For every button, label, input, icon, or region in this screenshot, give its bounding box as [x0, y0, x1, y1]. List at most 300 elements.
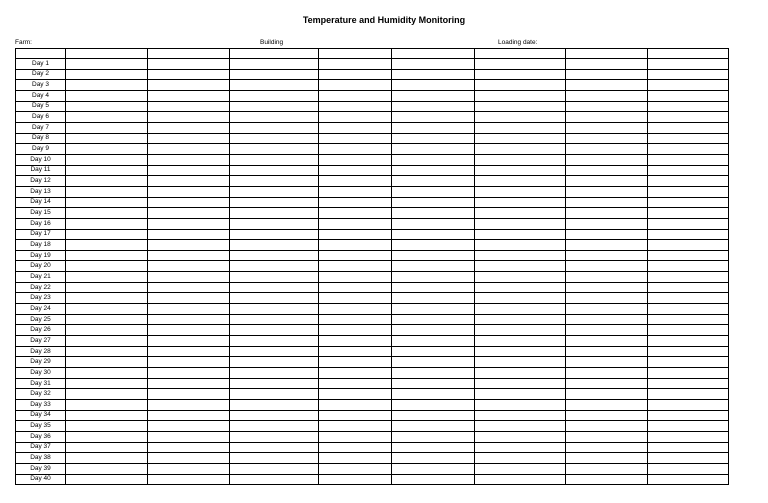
data-cell[interactable]	[566, 133, 648, 144]
data-cell[interactable]	[230, 378, 319, 389]
data-cell[interactable]	[648, 250, 729, 261]
data-cell[interactable]	[230, 250, 319, 261]
data-cell[interactable]	[66, 442, 148, 453]
data-cell[interactable]	[148, 261, 230, 272]
data-cell[interactable]	[648, 240, 729, 251]
data-cell[interactable]	[648, 208, 729, 219]
data-cell[interactable]	[319, 431, 392, 442]
data-cell[interactable]	[566, 176, 648, 187]
data-cell[interactable]	[66, 357, 148, 368]
data-cell[interactable]	[319, 59, 392, 70]
data-cell[interactable]	[66, 229, 148, 240]
data-cell[interactable]	[66, 176, 148, 187]
data-cell[interactable]	[319, 378, 392, 389]
data-cell[interactable]	[230, 410, 319, 421]
data-cell[interactable]	[392, 101, 475, 112]
data-cell[interactable]	[566, 165, 648, 176]
data-cell[interactable]	[66, 240, 148, 251]
data-cell[interactable]	[392, 112, 475, 123]
data-cell[interactable]	[66, 197, 148, 208]
data-cell[interactable]	[475, 389, 566, 400]
data-cell[interactable]	[230, 442, 319, 453]
data-cell[interactable]	[148, 368, 230, 379]
data-cell[interactable]	[230, 197, 319, 208]
data-cell[interactable]	[392, 453, 475, 464]
data-cell[interactable]	[148, 400, 230, 411]
data-cell[interactable]	[66, 144, 148, 155]
data-cell[interactable]	[66, 421, 148, 432]
data-cell[interactable]	[392, 122, 475, 133]
data-cell[interactable]	[648, 154, 729, 165]
data-cell[interactable]	[566, 293, 648, 304]
data-cell[interactable]	[566, 90, 648, 101]
data-cell[interactable]	[392, 282, 475, 293]
data-cell[interactable]	[230, 463, 319, 474]
data-cell[interactable]	[392, 80, 475, 91]
data-cell[interactable]	[230, 431, 319, 442]
data-cell[interactable]	[66, 69, 148, 80]
data-cell[interactable]	[475, 314, 566, 325]
data-cell[interactable]	[319, 346, 392, 357]
data-cell[interactable]	[475, 90, 566, 101]
data-cell[interactable]	[230, 154, 319, 165]
data-cell[interactable]	[566, 378, 648, 389]
data-cell[interactable]	[66, 154, 148, 165]
data-cell[interactable]	[148, 431, 230, 442]
data-cell[interactable]	[319, 176, 392, 187]
data-cell[interactable]	[66, 463, 148, 474]
data-cell[interactable]	[230, 304, 319, 315]
data-cell[interactable]	[319, 90, 392, 101]
data-cell[interactable]	[148, 154, 230, 165]
data-cell[interactable]	[148, 208, 230, 219]
data-cell[interactable]	[566, 229, 648, 240]
data-cell[interactable]	[648, 453, 729, 464]
data-cell[interactable]	[475, 453, 566, 464]
data-cell[interactable]	[148, 304, 230, 315]
data-cell[interactable]	[475, 357, 566, 368]
data-cell[interactable]	[319, 463, 392, 474]
data-cell[interactable]	[230, 314, 319, 325]
data-cell[interactable]	[230, 293, 319, 304]
data-cell[interactable]	[475, 368, 566, 379]
header-cell[interactable]	[230, 49, 319, 59]
data-cell[interactable]	[148, 176, 230, 187]
data-cell[interactable]	[566, 218, 648, 229]
data-cell[interactable]	[66, 122, 148, 133]
data-cell[interactable]	[230, 90, 319, 101]
data-cell[interactable]	[566, 431, 648, 442]
data-cell[interactable]	[230, 240, 319, 251]
data-cell[interactable]	[392, 218, 475, 229]
data-cell[interactable]	[230, 474, 319, 485]
data-cell[interactable]	[392, 90, 475, 101]
data-cell[interactable]	[648, 314, 729, 325]
data-cell[interactable]	[66, 101, 148, 112]
data-cell[interactable]	[648, 261, 729, 272]
data-cell[interactable]	[648, 304, 729, 315]
data-cell[interactable]	[648, 112, 729, 123]
data-cell[interactable]	[148, 240, 230, 251]
data-cell[interactable]	[648, 229, 729, 240]
data-cell[interactable]	[148, 378, 230, 389]
data-cell[interactable]	[392, 346, 475, 357]
data-cell[interactable]	[475, 431, 566, 442]
data-cell[interactable]	[230, 186, 319, 197]
data-cell[interactable]	[230, 325, 319, 336]
data-cell[interactable]	[475, 378, 566, 389]
data-cell[interactable]	[392, 463, 475, 474]
data-cell[interactable]	[148, 442, 230, 453]
data-cell[interactable]	[392, 431, 475, 442]
data-cell[interactable]	[66, 304, 148, 315]
data-cell[interactable]	[475, 197, 566, 208]
data-cell[interactable]	[319, 453, 392, 464]
data-cell[interactable]	[66, 453, 148, 464]
data-cell[interactable]	[648, 176, 729, 187]
data-cell[interactable]	[392, 410, 475, 421]
data-cell[interactable]	[66, 400, 148, 411]
data-cell[interactable]	[66, 272, 148, 283]
data-cell[interactable]	[392, 186, 475, 197]
data-cell[interactable]	[319, 144, 392, 155]
data-cell[interactable]	[230, 144, 319, 155]
data-cell[interactable]	[392, 474, 475, 485]
data-cell[interactable]	[148, 410, 230, 421]
data-cell[interactable]	[392, 442, 475, 453]
data-cell[interactable]	[319, 154, 392, 165]
data-cell[interactable]	[319, 197, 392, 208]
data-cell[interactable]	[148, 122, 230, 133]
data-cell[interactable]	[566, 101, 648, 112]
data-cell[interactable]	[566, 154, 648, 165]
data-cell[interactable]	[230, 261, 319, 272]
data-cell[interactable]	[392, 197, 475, 208]
data-cell[interactable]	[148, 250, 230, 261]
data-cell[interactable]	[148, 282, 230, 293]
data-cell[interactable]	[648, 282, 729, 293]
data-cell[interactable]	[475, 261, 566, 272]
data-cell[interactable]	[148, 314, 230, 325]
data-cell[interactable]	[319, 410, 392, 421]
data-cell[interactable]	[319, 357, 392, 368]
data-cell[interactable]	[648, 474, 729, 485]
data-cell[interactable]	[475, 208, 566, 219]
data-cell[interactable]	[319, 218, 392, 229]
data-cell[interactable]	[392, 229, 475, 240]
data-cell[interactable]	[148, 101, 230, 112]
data-cell[interactable]	[230, 101, 319, 112]
data-cell[interactable]	[319, 368, 392, 379]
data-cell[interactable]	[392, 421, 475, 432]
data-cell[interactable]	[66, 368, 148, 379]
data-cell[interactable]	[392, 378, 475, 389]
data-cell[interactable]	[230, 421, 319, 432]
data-cell[interactable]	[392, 240, 475, 251]
data-cell[interactable]	[148, 325, 230, 336]
data-cell[interactable]	[392, 304, 475, 315]
data-cell[interactable]	[319, 240, 392, 251]
data-cell[interactable]	[319, 272, 392, 283]
data-cell[interactable]	[392, 293, 475, 304]
data-cell[interactable]	[230, 112, 319, 123]
data-cell[interactable]	[66, 325, 148, 336]
data-cell[interactable]	[148, 421, 230, 432]
data-cell[interactable]	[319, 261, 392, 272]
data-cell[interactable]	[319, 336, 392, 347]
data-cell[interactable]	[475, 218, 566, 229]
data-cell[interactable]	[475, 410, 566, 421]
data-cell[interactable]	[392, 165, 475, 176]
data-cell[interactable]	[566, 442, 648, 453]
data-cell[interactable]	[392, 368, 475, 379]
data-cell[interactable]	[566, 122, 648, 133]
data-cell[interactable]	[648, 144, 729, 155]
data-cell[interactable]	[648, 165, 729, 176]
data-cell[interactable]	[566, 453, 648, 464]
data-cell[interactable]	[230, 218, 319, 229]
header-cell[interactable]	[148, 49, 230, 59]
data-cell[interactable]	[566, 421, 648, 432]
data-cell[interactable]	[392, 69, 475, 80]
data-cell[interactable]	[148, 229, 230, 240]
data-cell[interactable]	[148, 346, 230, 357]
header-cell[interactable]	[648, 49, 729, 59]
data-cell[interactable]	[148, 197, 230, 208]
data-cell[interactable]	[148, 69, 230, 80]
data-cell[interactable]	[475, 336, 566, 347]
data-cell[interactable]	[566, 250, 648, 261]
data-cell[interactable]	[475, 282, 566, 293]
data-cell[interactable]	[230, 69, 319, 80]
data-cell[interactable]	[566, 325, 648, 336]
data-cell[interactable]	[475, 421, 566, 432]
data-cell[interactable]	[230, 122, 319, 133]
data-cell[interactable]	[230, 59, 319, 70]
header-cell[interactable]	[392, 49, 475, 59]
data-cell[interactable]	[148, 463, 230, 474]
data-cell[interactable]	[648, 336, 729, 347]
data-cell[interactable]	[566, 389, 648, 400]
data-cell[interactable]	[566, 474, 648, 485]
data-cell[interactable]	[648, 368, 729, 379]
data-cell[interactable]	[319, 442, 392, 453]
data-cell[interactable]	[148, 133, 230, 144]
data-cell[interactable]	[475, 176, 566, 187]
data-cell[interactable]	[566, 410, 648, 421]
data-cell[interactable]	[648, 400, 729, 411]
header-cell[interactable]	[475, 49, 566, 59]
data-cell[interactable]	[475, 240, 566, 251]
data-cell[interactable]	[319, 325, 392, 336]
data-cell[interactable]	[392, 400, 475, 411]
data-cell[interactable]	[148, 59, 230, 70]
data-cell[interactable]	[648, 133, 729, 144]
data-cell[interactable]	[648, 101, 729, 112]
data-cell[interactable]	[66, 261, 148, 272]
data-cell[interactable]	[148, 165, 230, 176]
data-cell[interactable]	[230, 453, 319, 464]
data-cell[interactable]	[648, 463, 729, 474]
data-cell[interactable]	[148, 272, 230, 283]
header-cell[interactable]	[566, 49, 648, 59]
data-cell[interactable]	[566, 197, 648, 208]
data-cell[interactable]	[392, 154, 475, 165]
data-cell[interactable]	[648, 442, 729, 453]
data-cell[interactable]	[475, 442, 566, 453]
data-cell[interactable]	[392, 314, 475, 325]
data-cell[interactable]	[475, 80, 566, 91]
data-cell[interactable]	[230, 368, 319, 379]
data-cell[interactable]	[319, 282, 392, 293]
data-cell[interactable]	[566, 463, 648, 474]
data-cell[interactable]	[66, 250, 148, 261]
data-cell[interactable]	[392, 389, 475, 400]
data-cell[interactable]	[475, 293, 566, 304]
data-cell[interactable]	[475, 154, 566, 165]
data-cell[interactable]	[566, 357, 648, 368]
data-cell[interactable]	[66, 378, 148, 389]
header-cell[interactable]	[66, 49, 148, 59]
data-cell[interactable]	[148, 453, 230, 464]
data-cell[interactable]	[392, 325, 475, 336]
data-cell[interactable]	[566, 368, 648, 379]
data-cell[interactable]	[319, 101, 392, 112]
data-cell[interactable]	[319, 304, 392, 315]
data-cell[interactable]	[475, 69, 566, 80]
data-cell[interactable]	[648, 293, 729, 304]
header-cell[interactable]	[16, 49, 66, 59]
data-cell[interactable]	[475, 144, 566, 155]
data-cell[interactable]	[566, 272, 648, 283]
data-cell[interactable]	[648, 197, 729, 208]
data-cell[interactable]	[648, 90, 729, 101]
data-cell[interactable]	[475, 474, 566, 485]
data-cell[interactable]	[148, 186, 230, 197]
data-cell[interactable]	[319, 133, 392, 144]
data-cell[interactable]	[648, 421, 729, 432]
data-cell[interactable]	[66, 314, 148, 325]
data-cell[interactable]	[475, 272, 566, 283]
data-cell[interactable]	[319, 80, 392, 91]
data-cell[interactable]	[566, 314, 648, 325]
data-cell[interactable]	[319, 208, 392, 219]
data-cell[interactable]	[66, 282, 148, 293]
data-cell[interactable]	[475, 112, 566, 123]
data-cell[interactable]	[475, 325, 566, 336]
data-cell[interactable]	[230, 176, 319, 187]
data-cell[interactable]	[230, 133, 319, 144]
data-cell[interactable]	[475, 304, 566, 315]
data-cell[interactable]	[230, 357, 319, 368]
data-cell[interactable]	[319, 250, 392, 261]
data-cell[interactable]	[230, 282, 319, 293]
data-cell[interactable]	[648, 378, 729, 389]
data-cell[interactable]	[392, 133, 475, 144]
data-cell[interactable]	[648, 80, 729, 91]
data-cell[interactable]	[66, 59, 148, 70]
data-cell[interactable]	[66, 90, 148, 101]
data-cell[interactable]	[392, 59, 475, 70]
data-cell[interactable]	[66, 165, 148, 176]
data-cell[interactable]	[148, 293, 230, 304]
data-cell[interactable]	[566, 144, 648, 155]
data-cell[interactable]	[230, 80, 319, 91]
data-cell[interactable]	[230, 208, 319, 219]
data-cell[interactable]	[475, 101, 566, 112]
data-cell[interactable]	[392, 272, 475, 283]
data-cell[interactable]	[66, 431, 148, 442]
data-cell[interactable]	[319, 165, 392, 176]
data-cell[interactable]	[319, 112, 392, 123]
data-cell[interactable]	[230, 346, 319, 357]
data-cell[interactable]	[475, 250, 566, 261]
data-cell[interactable]	[319, 229, 392, 240]
data-cell[interactable]	[475, 59, 566, 70]
data-cell[interactable]	[648, 218, 729, 229]
data-cell[interactable]	[475, 133, 566, 144]
data-cell[interactable]	[319, 314, 392, 325]
data-cell[interactable]	[319, 122, 392, 133]
data-cell[interactable]	[66, 133, 148, 144]
data-cell[interactable]	[319, 389, 392, 400]
data-cell[interactable]	[230, 165, 319, 176]
data-cell[interactable]	[319, 69, 392, 80]
data-cell[interactable]	[648, 69, 729, 80]
data-cell[interactable]	[230, 229, 319, 240]
data-cell[interactable]	[230, 400, 319, 411]
data-cell[interactable]	[392, 261, 475, 272]
data-cell[interactable]	[648, 410, 729, 421]
data-cell[interactable]	[648, 122, 729, 133]
data-cell[interactable]	[319, 186, 392, 197]
data-cell[interactable]	[392, 176, 475, 187]
data-cell[interactable]	[648, 186, 729, 197]
data-cell[interactable]	[648, 59, 729, 70]
data-cell[interactable]	[319, 474, 392, 485]
data-cell[interactable]	[319, 400, 392, 411]
data-cell[interactable]	[648, 431, 729, 442]
data-cell[interactable]	[475, 122, 566, 133]
data-cell[interactable]	[566, 80, 648, 91]
header-cell[interactable]	[319, 49, 392, 59]
data-cell[interactable]	[392, 250, 475, 261]
data-cell[interactable]	[66, 80, 148, 91]
data-cell[interactable]	[475, 165, 566, 176]
data-cell[interactable]	[566, 261, 648, 272]
data-cell[interactable]	[148, 80, 230, 91]
data-cell[interactable]	[148, 144, 230, 155]
data-cell[interactable]	[475, 346, 566, 357]
data-cell[interactable]	[566, 69, 648, 80]
data-cell[interactable]	[66, 186, 148, 197]
data-cell[interactable]	[566, 59, 648, 70]
data-cell[interactable]	[230, 272, 319, 283]
data-cell[interactable]	[566, 112, 648, 123]
data-cell[interactable]	[475, 400, 566, 411]
data-cell[interactable]	[66, 410, 148, 421]
data-cell[interactable]	[148, 112, 230, 123]
data-cell[interactable]	[566, 304, 648, 315]
data-cell[interactable]	[475, 229, 566, 240]
data-cell[interactable]	[392, 144, 475, 155]
data-cell[interactable]	[648, 346, 729, 357]
data-cell[interactable]	[66, 112, 148, 123]
data-cell[interactable]	[475, 186, 566, 197]
data-cell[interactable]	[566, 400, 648, 411]
data-cell[interactable]	[230, 336, 319, 347]
data-cell[interactable]	[648, 325, 729, 336]
